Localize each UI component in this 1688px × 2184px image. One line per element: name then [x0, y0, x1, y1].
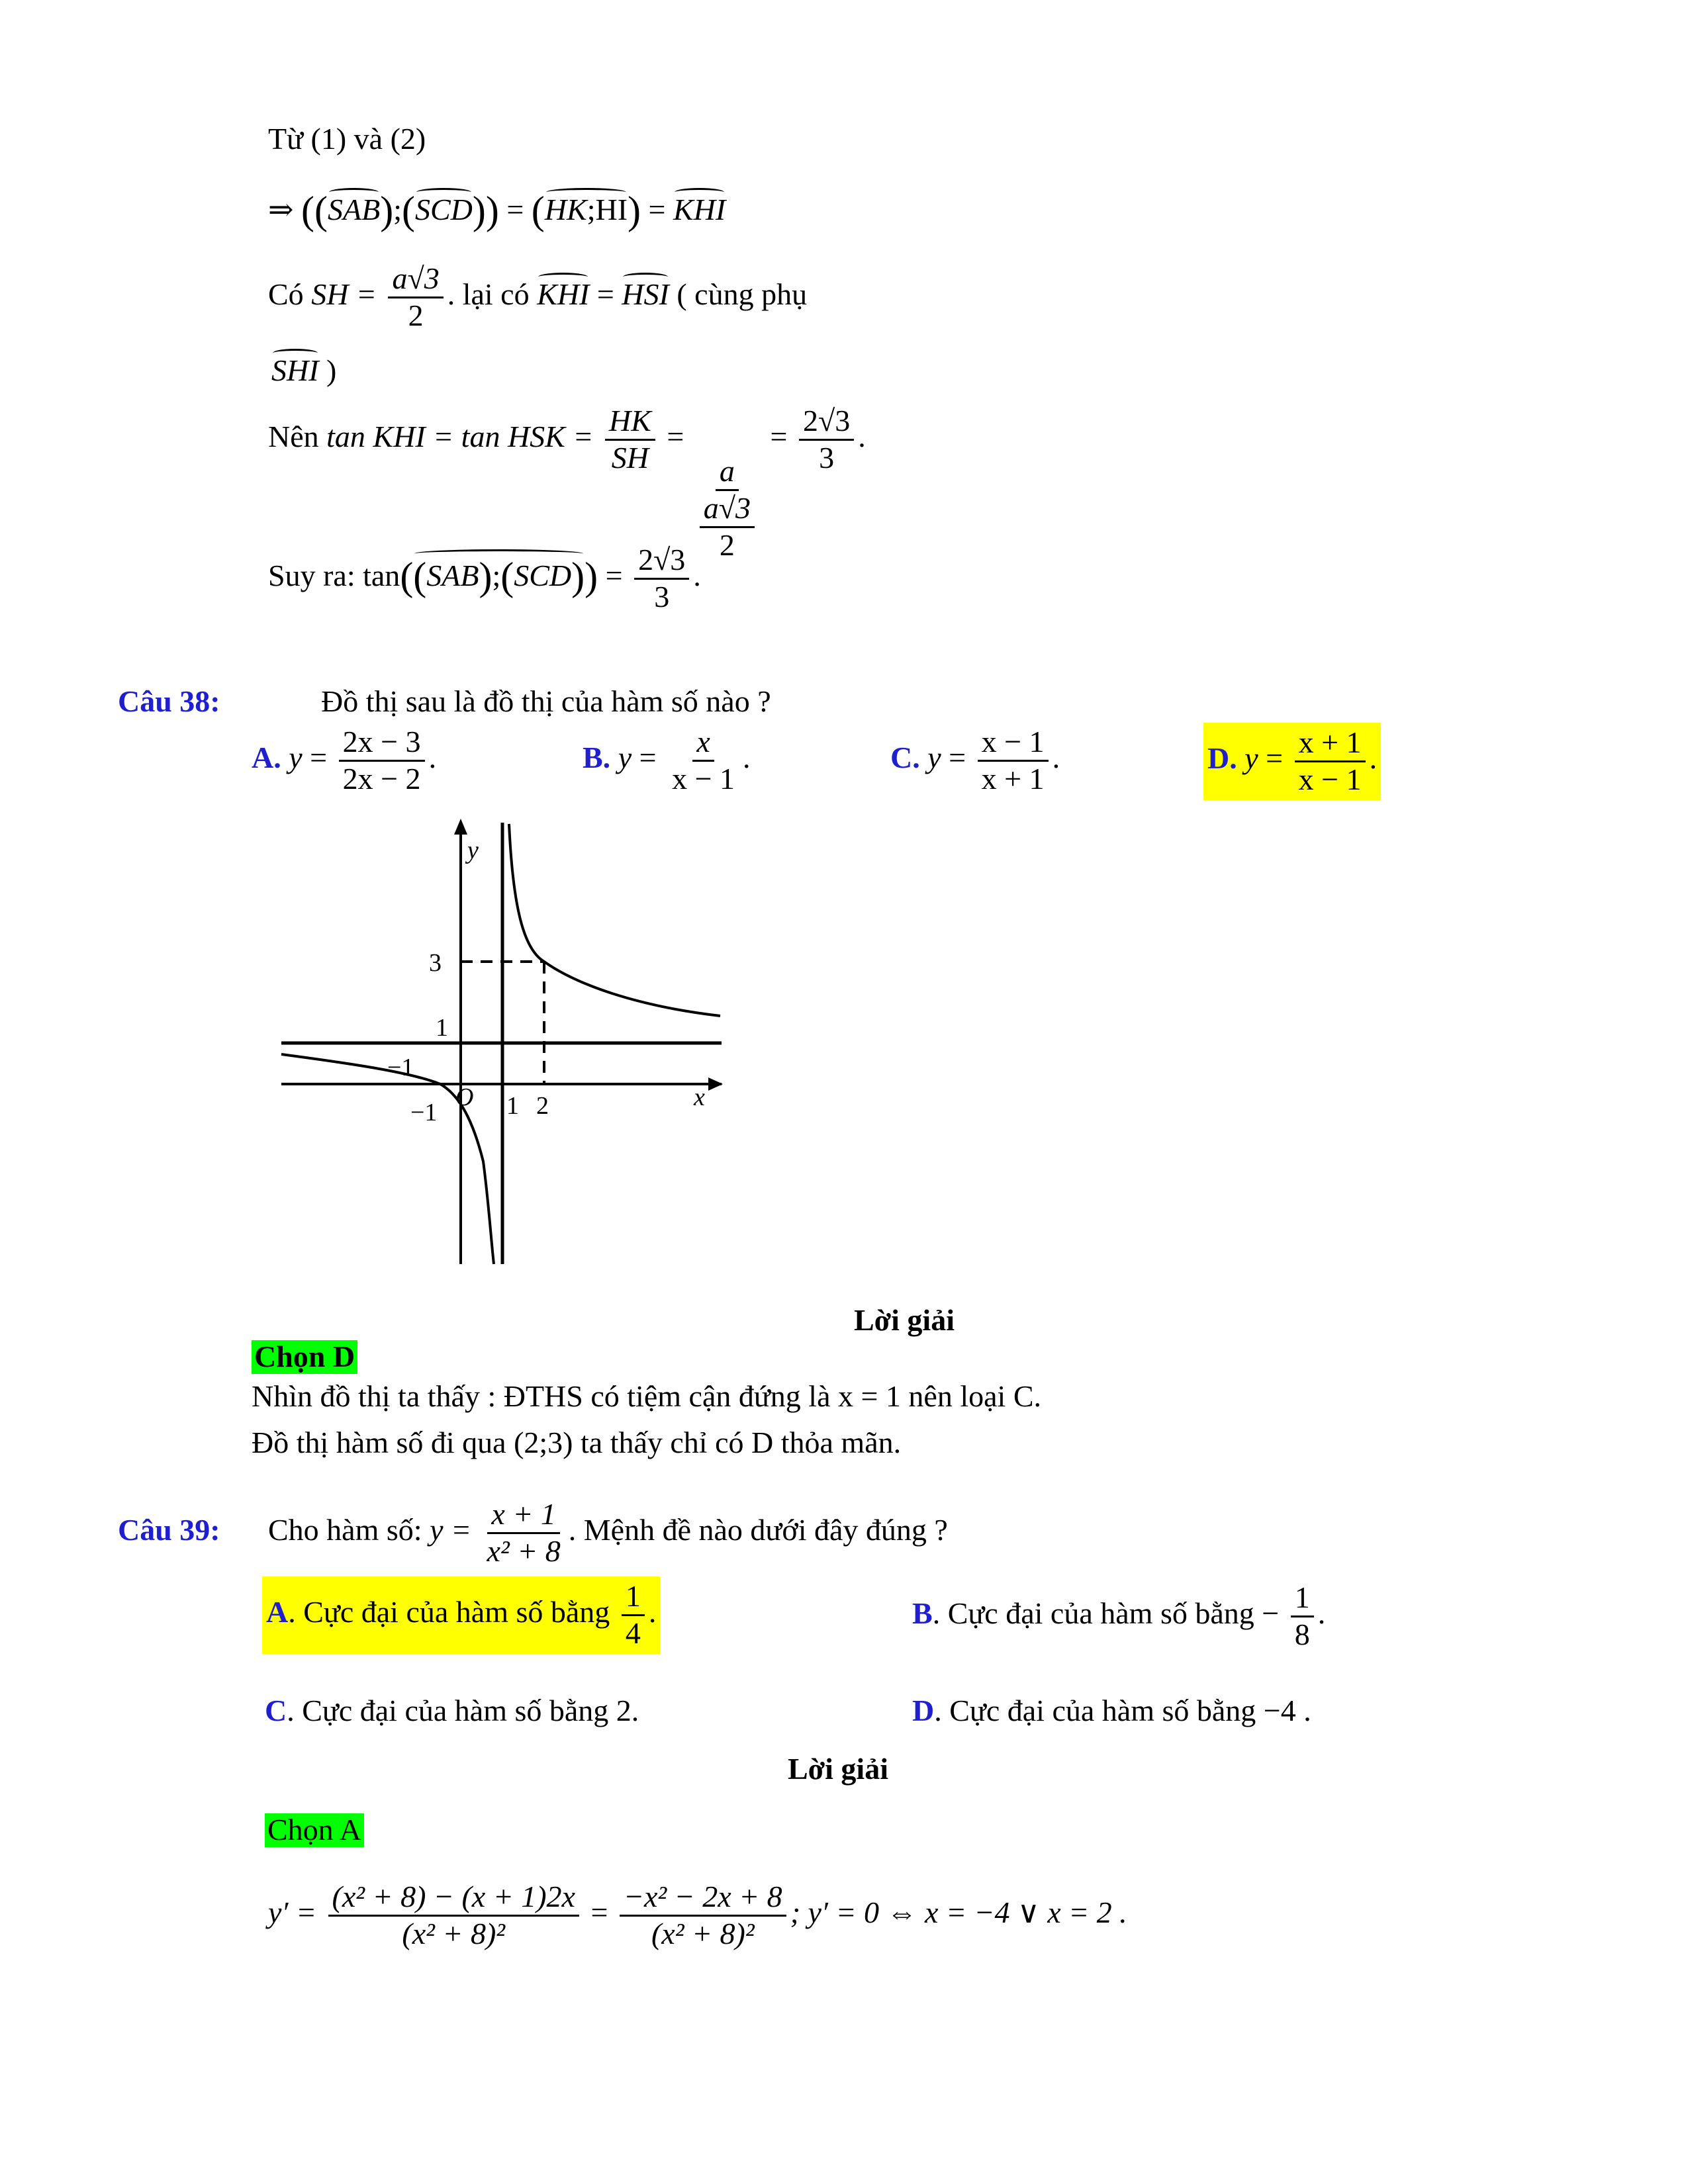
q39-option-b: B. Cực đại của hàm số bằng − $\frac{1}{8}$ . [912, 1580, 1326, 1651]
line-shi: SHI ) [271, 353, 337, 387]
q38-solution-title: Lời giải [854, 1303, 955, 1337]
line-co-sh: Có SH = $\frac{a√3}{2}$ . lại có KHI = HSI ( cùng phụ [268, 261, 808, 332]
line-angle-equation: ⇒ ((SAB);(SCD)) = (HK;HI) = KHI [268, 189, 726, 232]
q38-solution-line-1: Nhìn đồ thị ta thấy : ĐTHS có tiệm cận đứng là x = 1 nên loại C. [252, 1379, 1042, 1413]
q38-option-d-highlighted: D. y = $\frac{x + 1}{x - 1}$ . [1203, 723, 1381, 800]
plane-sab: SAB [328, 193, 381, 226]
label-neg-one-x: −1 [387, 1054, 414, 1081]
q39-option-a-highlighted: A. Cực đại của hàm số bằng $\frac{1}{4}$ . [262, 1576, 660, 1654]
q38-option-c: C. y = $\frac{x - 1}{x + 1}$ . [890, 725, 1060, 796]
label-origin: O [455, 1083, 474, 1111]
question-38-label: Câu 38: [118, 684, 220, 718]
label-three: 3 [429, 949, 442, 977]
q39-option-c: C. Cực đại của hàm số bằng 2. [265, 1694, 639, 1727]
label-neg-one-y: −1 [410, 1099, 438, 1126]
q38-choice: Chọn D [252, 1340, 357, 1374]
angle-khi: KHI [673, 193, 726, 226]
plane-scd: SCD [414, 193, 473, 226]
implies-symbol: ⇒ [268, 193, 294, 226]
label-x: x [694, 1083, 705, 1111]
x-axis-arrow [708, 1077, 723, 1091]
q39-derivative: y′ = $\frac{\text{(x² + 8) − (x + 1)2x}}{\text{(x² + 8)²}}$ = $\frac{\text{−x² − 2x + 8}}{\text{(x² + 8)²}}$ ; y′ = 0 ⇔ x = −4 ∨ x = 2 . [268, 1880, 1127, 1950]
q38-solution-line-2: Đồ thị hàm số đi qua (2;3) ta thấy chỉ có D thỏa mãn. [252, 1426, 902, 1459]
label-y: y [467, 837, 479, 864]
question-39-label: Câu 39: [118, 1513, 220, 1547]
line-hk: HK [544, 193, 587, 226]
label-one-x: 1 [506, 1092, 519, 1120]
question-39-text: Cho hàm số: y = $\frac{x + 1}{\text{x² + 8}}$ . Mệnh đề nào dưới đây đúng ? [268, 1497, 948, 1568]
question-38-text: Đồ thị sau là đồ thị của hàm số nào ? [321, 684, 771, 718]
label-one-y: 1 [436, 1014, 448, 1042]
y-axis-arrow [454, 819, 467, 835]
q39-option-d: D. Cực đại của hàm số bằng −4 . [912, 1694, 1311, 1727]
q39-solution-title: Lời giải [788, 1752, 888, 1786]
q38-option-b: B. y = $\frac{x}{x - 1}$ . [583, 725, 751, 796]
line-hi: HI [595, 193, 628, 226]
line-nen-tan: Nên tan KHI = tan HSK = $\frac{HK}{SH}$ = $\frac{a}{\frac{a√3}{2}}$ = $\frac{2√3}{3}$ . [268, 404, 866, 562]
line-suy-ra: Suy ra: tan((SAB);(SCD)) = $\frac{2√3}{3}$ . [268, 543, 701, 614]
curve-right-branch [509, 824, 720, 1016]
hyperbola-graph [278, 817, 728, 1267]
line-tu-1-va-2: Từ (1) và (2) [268, 122, 426, 156]
q38-option-a: A. y = $\frac{2x - 3}{2x - 2}$ . [252, 725, 437, 796]
q39-choice: Chọn A [265, 1813, 364, 1847]
label-two-x: 2 [536, 1092, 549, 1120]
